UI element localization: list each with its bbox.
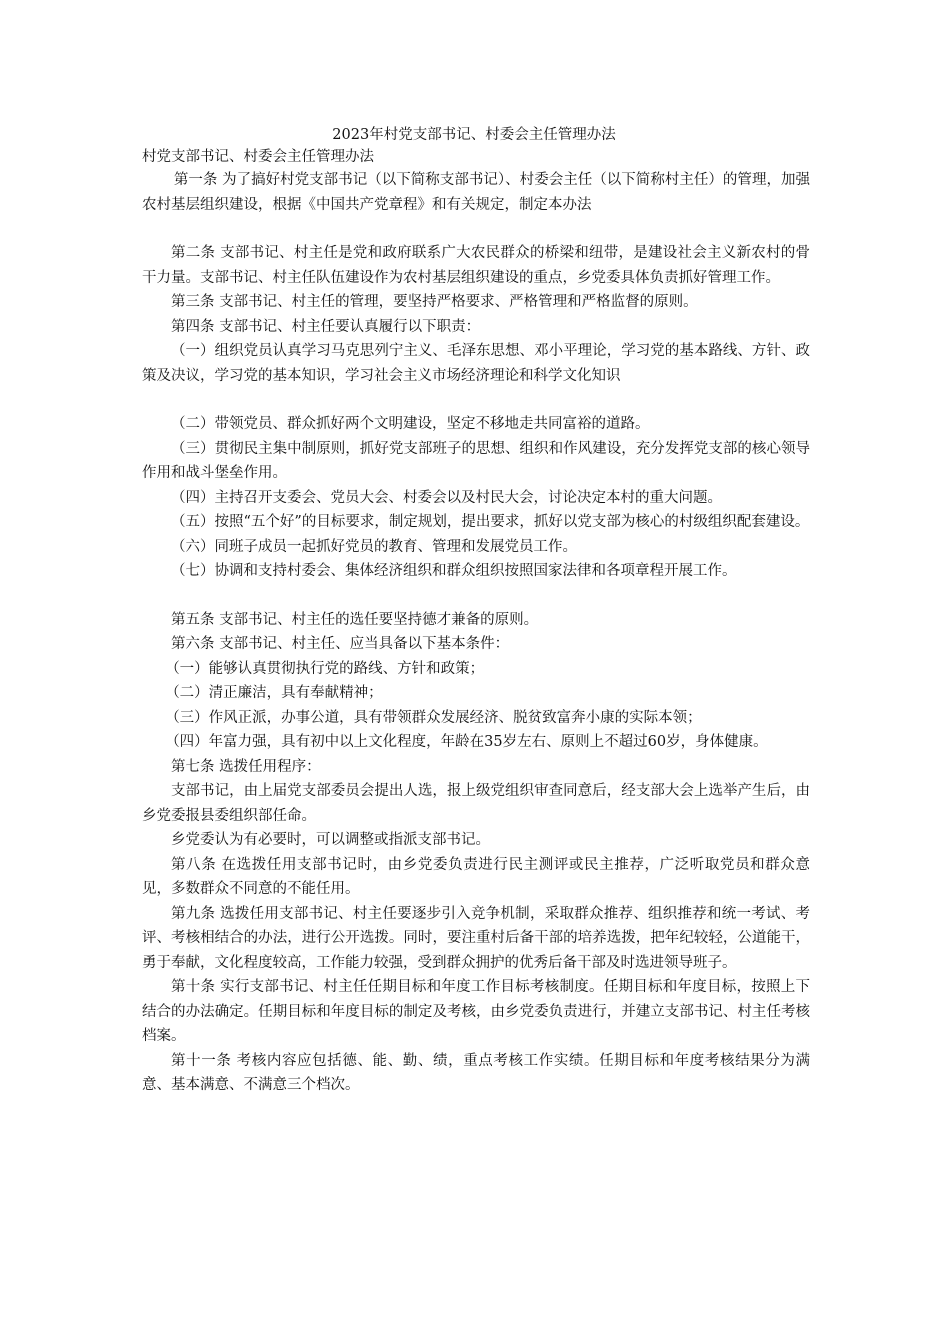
document-page [142, 124, 810, 1098]
article-7: 第七条 选拨任用程序： [171, 758, 321, 775]
duty-item-2: （二）带领党员、群众抓好两个文明建设，坚定不移地走共同富裕的道路。 [171, 416, 650, 432]
article-8: 第八条 在选拨任用支部书记时，由乡党委负责进行民主测评或民主推荐，广泛听取党员和群众意见，多数群众不同意的不能任用。 [142, 856, 810, 897]
blank-line [142, 584, 810, 608]
blank-line [142, 388, 810, 412]
duty-item-3: （三）贯彻民主集中制原则，抓好党支部班子的思想、组织和作风建设，充分发挥党支部的核心领导作用和战斗堡垒作用。 [142, 440, 810, 481]
document-title: 2023年村党支部书记、村委会主任管理办法 [332, 127, 616, 143]
selection-procedure: 支部书记，由上届党支部委员会提出人选，报上级党组织审查同意后，经支部大会上选举产生后，由乡党委报县委组织部任命。 [142, 783, 810, 824]
article-3: 第三条 支部书记、村主任的管理，要坚持严格要求、严格管理和严格监督的原则。 [171, 294, 698, 310]
article-2: 第二条 支部书记、村主任是党和政府联系广大农民群众的桥梁和纽带，是建设社会主义新农村的骨干力量。支部书记、村主任队伍建设作为农村基层组织建设的重点，乡党委具体负责抓好管理工作。 [142, 245, 810, 286]
condition-item-1: （一）能够认真贯彻执行党的路线、方针和政策； [165, 660, 485, 677]
article-1: 第一条 为了搞好村党支部书记（以下简称支部书记）、村委会主任（以下简称村主任）的管理，加强农村基层组织建设，根据《中国共产党章程》和有关规定，制定本办法 [142, 172, 810, 213]
duty-item-5: （五）按照“五个好”的目标要求，制定规划，提出要求，抓好以党支部为核心的村级组织配套建设。 [171, 514, 810, 530]
article-6: 第六条 支部书记、村主任、应当具备以下基本条件： [171, 636, 510, 652]
duty-item-1: （一）组织党员认真学习马克思列宁主义、毛泽东思想、邓小平理论，学习党的基本路线、方针、政策及决议，学习党的基本知识，学习社会主义市场经济理论和科学文化知识 [142, 343, 810, 384]
duty-item-4: （四）主持召开支委会、党员大会、村委会以及村民大会，讨论决定本村的重大问题。 [171, 489, 722, 506]
article-5: 第五条 支部书记、村主任的选任要坚持德才兼备的原则。 [171, 611, 539, 628]
selection-adjustment: 乡党委认为有必要时，可以调整或指派支部书记。 [171, 832, 490, 848]
condition-item-4: （四）年富力强，具有初中以上文化程度，年龄在35岁左右、原则上不超过60岁，身体健康。 [165, 734, 768, 750]
article-11: 第十一条 考核内容应包括德、能、勤、绩，重点考核工作实绩。任期目标和年度考核结果分为满意、基本满意、不满意三个档次。 [142, 1052, 810, 1093]
condition-item-2: （二）清正廉洁，具有奉献精神； [165, 685, 383, 701]
duty-item-7: （七）协调和支持村委会、集体经济组织和群众组织按照国家法律和各项章程开展工作。 [171, 563, 737, 579]
document-subtitle: 村党支部书记、村委会主任管理办法 [142, 149, 374, 165]
article-4: 第四条 支部书记、村主任要认真履行以下职责： [171, 318, 481, 335]
condition-item-3: （三）作风正派，办事公道，具有带领群众发展经济、脱贫致富奔小康的实际本领； [165, 709, 702, 726]
article-10: 第十条 实行支部书记、村主任任期目标和年度工作目标考核制度。任期目标和年度目标，按照上下结合的办法确定。任期目标和年度目标的制定及考核，由乡党委负责进行，并建立支部书记、村主任考核档案。 [142, 979, 810, 1044]
article-9: 第九条 选拨任用支部书记、村主任要逐步引入竞争机制，采取群众推荐、组织推荐和统一考试、考评、考核相结合的办法，进行公开选拨。同时，要注重村后备干部的培养选拨，把年纪较轻，公道能干，勇于奉献，文化程度较高，工作能力较强，受到群众拥护的优秀后备干部及时选进领导班子。 [142, 905, 810, 971]
blank-line [142, 217, 810, 241]
duty-item-6: （六）同班子成员一起抓好党员的教育、管理和发展党员工作。 [171, 538, 577, 555]
